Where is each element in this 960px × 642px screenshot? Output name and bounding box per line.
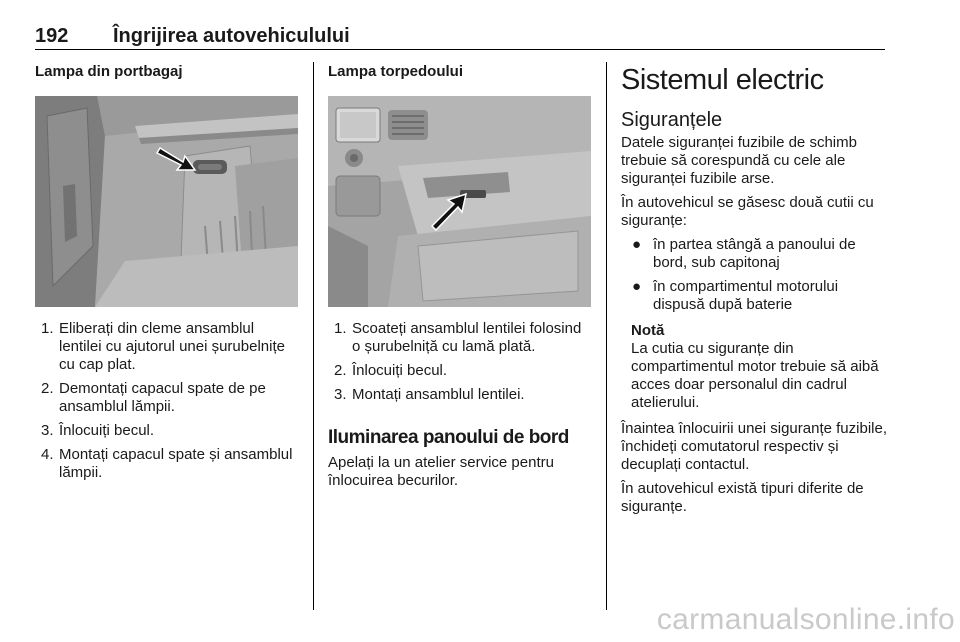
note-text: La cutia cu siguranțe din compartimentul motor trebuie să aibă acces doar personalul din cadrul atelierului. [631,340,879,411]
right-column [621,62,889,522]
trunk-lamp-illustration [35,96,298,307]
column-divider-left [313,62,314,610]
left-column [35,62,298,488]
list-item: 3. Înlocuiți becul. [41,422,155,439]
page-header [35,23,885,49]
trunk-lamp-steps [35,320,298,482]
glovebox-lamp-heading: Lampa torpedoului [328,63,463,80]
bullet-icon: ● [632,236,642,253]
dashboard-lighting-text: Apelați la un atelier service pentru înlocuirea becurilor. [328,454,554,489]
paragraph: În autovehicul există tipuri diferite de siguranțe. [621,480,864,515]
paragraph: Înaintea înlocuirii unei siguranțe fuzibile, închideți comutatorul respectiv și decuplați contactul. [621,420,887,473]
glovebox-lamp-illustration [328,96,591,307]
bullet-icon: ● [632,278,642,295]
list-item: 2. Demontați capacul spate de pe ansamblul lămpii. [41,380,266,415]
list-item: 1. Scoateți ansamblul lentilei folosind o șurubelniță cu lamă plată. [334,320,582,355]
section-title: Sistemul electric [621,64,824,96]
list-item: 1. Eliberați din cleme ansamblul lentilei cu ajutorul unei șurubelnițe cu cap plat. [41,320,285,373]
middle-column [328,62,591,496]
fusebox-locations-list [621,236,889,314]
note-box [631,322,889,412]
list-item: 2. Înlocuiți becul. [334,362,448,379]
note-title: Notă [631,322,665,339]
header-divider [35,49,885,50]
paragraph: Datele siguranței fuzibile de schimb trebuie să corespundă cu cele ale siguranței fuzibile arse. [621,134,857,187]
trunk-lamp-heading: Lampa din portbagaj [35,63,183,80]
list-item: 4. Montați capacul spate și ansamblul lămpii. [41,446,293,481]
list-item: ● în compartimentul motorului dispusă după baterie [632,278,839,313]
fuses-heading: Siguranțele [621,109,723,131]
column-divider-right [606,62,607,610]
dashboard-lighting-heading: Iluminarea panoului de bord [328,427,569,448]
glovebox-lamp-steps [328,320,591,404]
page-number: 192 [35,25,69,47]
chapter-title: Îngrijirea autovehiculului [113,25,350,47]
paragraph: În autovehicul se găsesc două cutii cu siguranțe: [621,194,874,229]
watermark: carmanualsonline.info [656,603,955,636]
list-item: ● în partea stângă a panoului de bord, sub capitonaj [632,236,856,271]
list-item: 3. Montați ansamblul lentilei. [334,386,525,403]
